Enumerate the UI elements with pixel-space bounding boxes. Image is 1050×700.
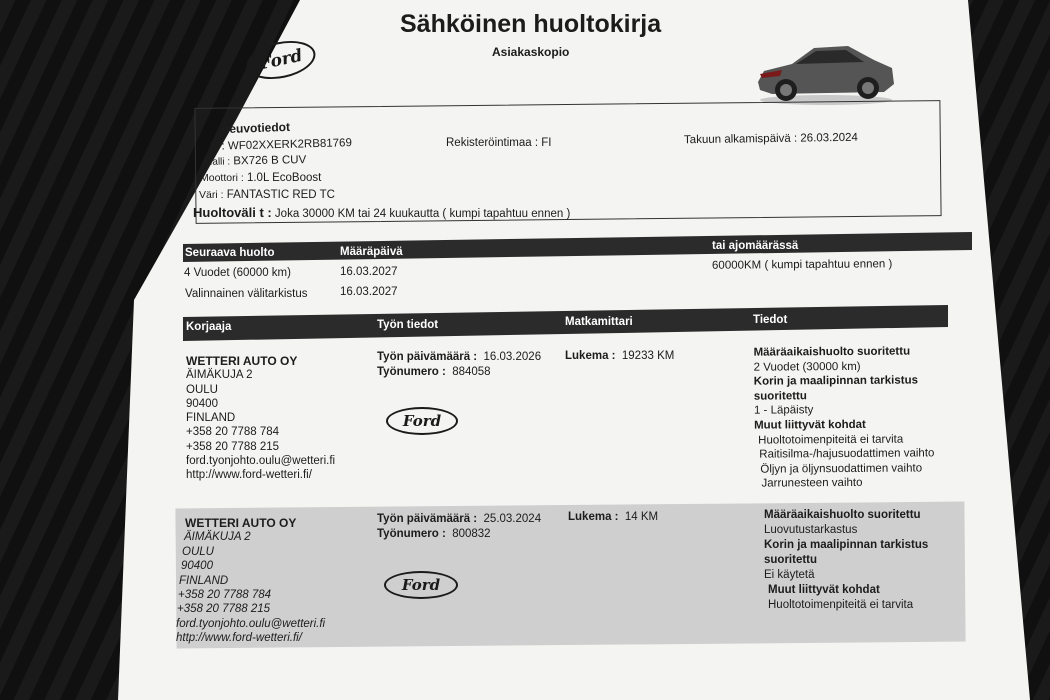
car-image-icon bbox=[752, 38, 898, 108]
ford-logo-icon: Ford bbox=[386, 407, 458, 435]
header-mileage: tai ajomäärässä bbox=[712, 240, 799, 252]
header-details: Tiedot bbox=[753, 314, 788, 326]
ford-logo-icon: Ford bbox=[243, 35, 319, 85]
interval-value: Joka 30000 KM tai 24 kuukautta ( kumpi tapahtuu ennen ) bbox=[274, 208, 571, 220]
next-service-row-2-date: 16.03.2027 bbox=[340, 286, 398, 298]
header-repairer: Korjaaja bbox=[186, 321, 232, 333]
next-service-row-2-name: Valinnainen välitarkistus bbox=[185, 288, 308, 300]
document-title: Sähköinen huoltokirja bbox=[400, 10, 662, 38]
document-subtitle: Asiakaskopio bbox=[492, 45, 570, 59]
work-number-1: Työnumero : 884058 bbox=[377, 366, 491, 378]
header-due-date: Määräpäivä bbox=[340, 246, 403, 258]
service-details-1: Määräaikaishuolto suoritettu 2 Vuodet (30000 km) Korin ja maalipinnan tarkistus suoritettu 1 - Läpäisty Muut liittyvät kohdat Huoltotoimenpiteitä ei tarvita Raitisilma-/hajusuodattimen vaihto Öljyn ja öljynsuodattimen vaihto Jarrunesteen vaihto bbox=[753, 345, 935, 490]
color-value: FANTASTIC RED TC bbox=[226, 189, 335, 201]
country-value: FI bbox=[541, 137, 552, 149]
ford-logo-icon: Ford bbox=[384, 571, 458, 599]
model-value: BX726 B CUV bbox=[233, 154, 307, 168]
next-service-row-1-name: 4 Vuodet (60000 km) bbox=[184, 267, 291, 279]
odometer-reading-1: Lukema : 19233 KM bbox=[565, 350, 675, 362]
repairer-address-1: WETTERI AUTO OY ÄIMÄKUJA 2 OULU 90400 FINLAND +358 20 7788 784 +358 20 7788 215 ford.tyonjohto.oulu@wetteri.fi http://www.ford-wetteri.fi/ bbox=[186, 354, 336, 482]
interval-row: Huoltoväli t : Joka 30000 KM tai 24 kuukautta ( kumpi tapahtuu ennen ) bbox=[193, 205, 571, 220]
warranty-value: 26.03.2024 bbox=[800, 131, 858, 145]
header-next-service: Seuraava huolto bbox=[185, 247, 275, 259]
work-date-2: Työn päivämäärä : 25.03.2024 bbox=[377, 513, 542, 525]
next-service-row-1-date: 16.03.2027 bbox=[340, 266, 398, 278]
next-service-row-1-mileage: 60000KM ( kumpi tapahtuu ennen ) bbox=[711, 258, 893, 272]
engine-value: 1.0L EcoBoost bbox=[246, 172, 322, 184]
work-date-1: Työn päivämäärä : 16.03.2026 bbox=[377, 351, 542, 363]
work-number-2: Työnumero : 800832 bbox=[377, 528, 491, 540]
header-odometer: Matkamittari bbox=[565, 316, 633, 328]
engine-row: Moottori : 1.0L EcoBoost bbox=[200, 172, 322, 184]
color-row: Väri : FANTASTIC RED TC bbox=[199, 189, 335, 201]
vin-row: N : WF02XXERK2RB81769 bbox=[209, 137, 353, 153]
country-row: Rekisteröintimaa : FI bbox=[446, 137, 552, 149]
header-work-info: Työn tiedot bbox=[377, 319, 439, 331]
vehicle-section-label: neuvotiedot bbox=[221, 119, 291, 137]
model-row: Malli : BX726 B CUV bbox=[203, 154, 307, 168]
odometer-reading-2: Lukema : 14 KM bbox=[568, 511, 659, 523]
vin-value: WF02XXERK2RB81769 bbox=[227, 137, 353, 153]
warranty-row: Takuun alkamispäivä : 26.03.2024 bbox=[683, 131, 858, 147]
repairer-address-2: WETTERI AUTO OY ÄIMÄKUJA 2 OULU 90400 FINLAND +358 20 7788 784 +358 20 7788 215 ford.tyonjohto.oulu@wetteri.fi http://www.ford-wetteri.fi/ bbox=[176, 516, 326, 645]
service-details-2: Määräaikaishuolto suoritettu Luovutustarkastus Korin ja maalipinnan tarkistus suoritettu Ei käytetä Muut liittyvät kohdat Huoltotoimenpiteitä ei tarvita bbox=[764, 509, 929, 611]
